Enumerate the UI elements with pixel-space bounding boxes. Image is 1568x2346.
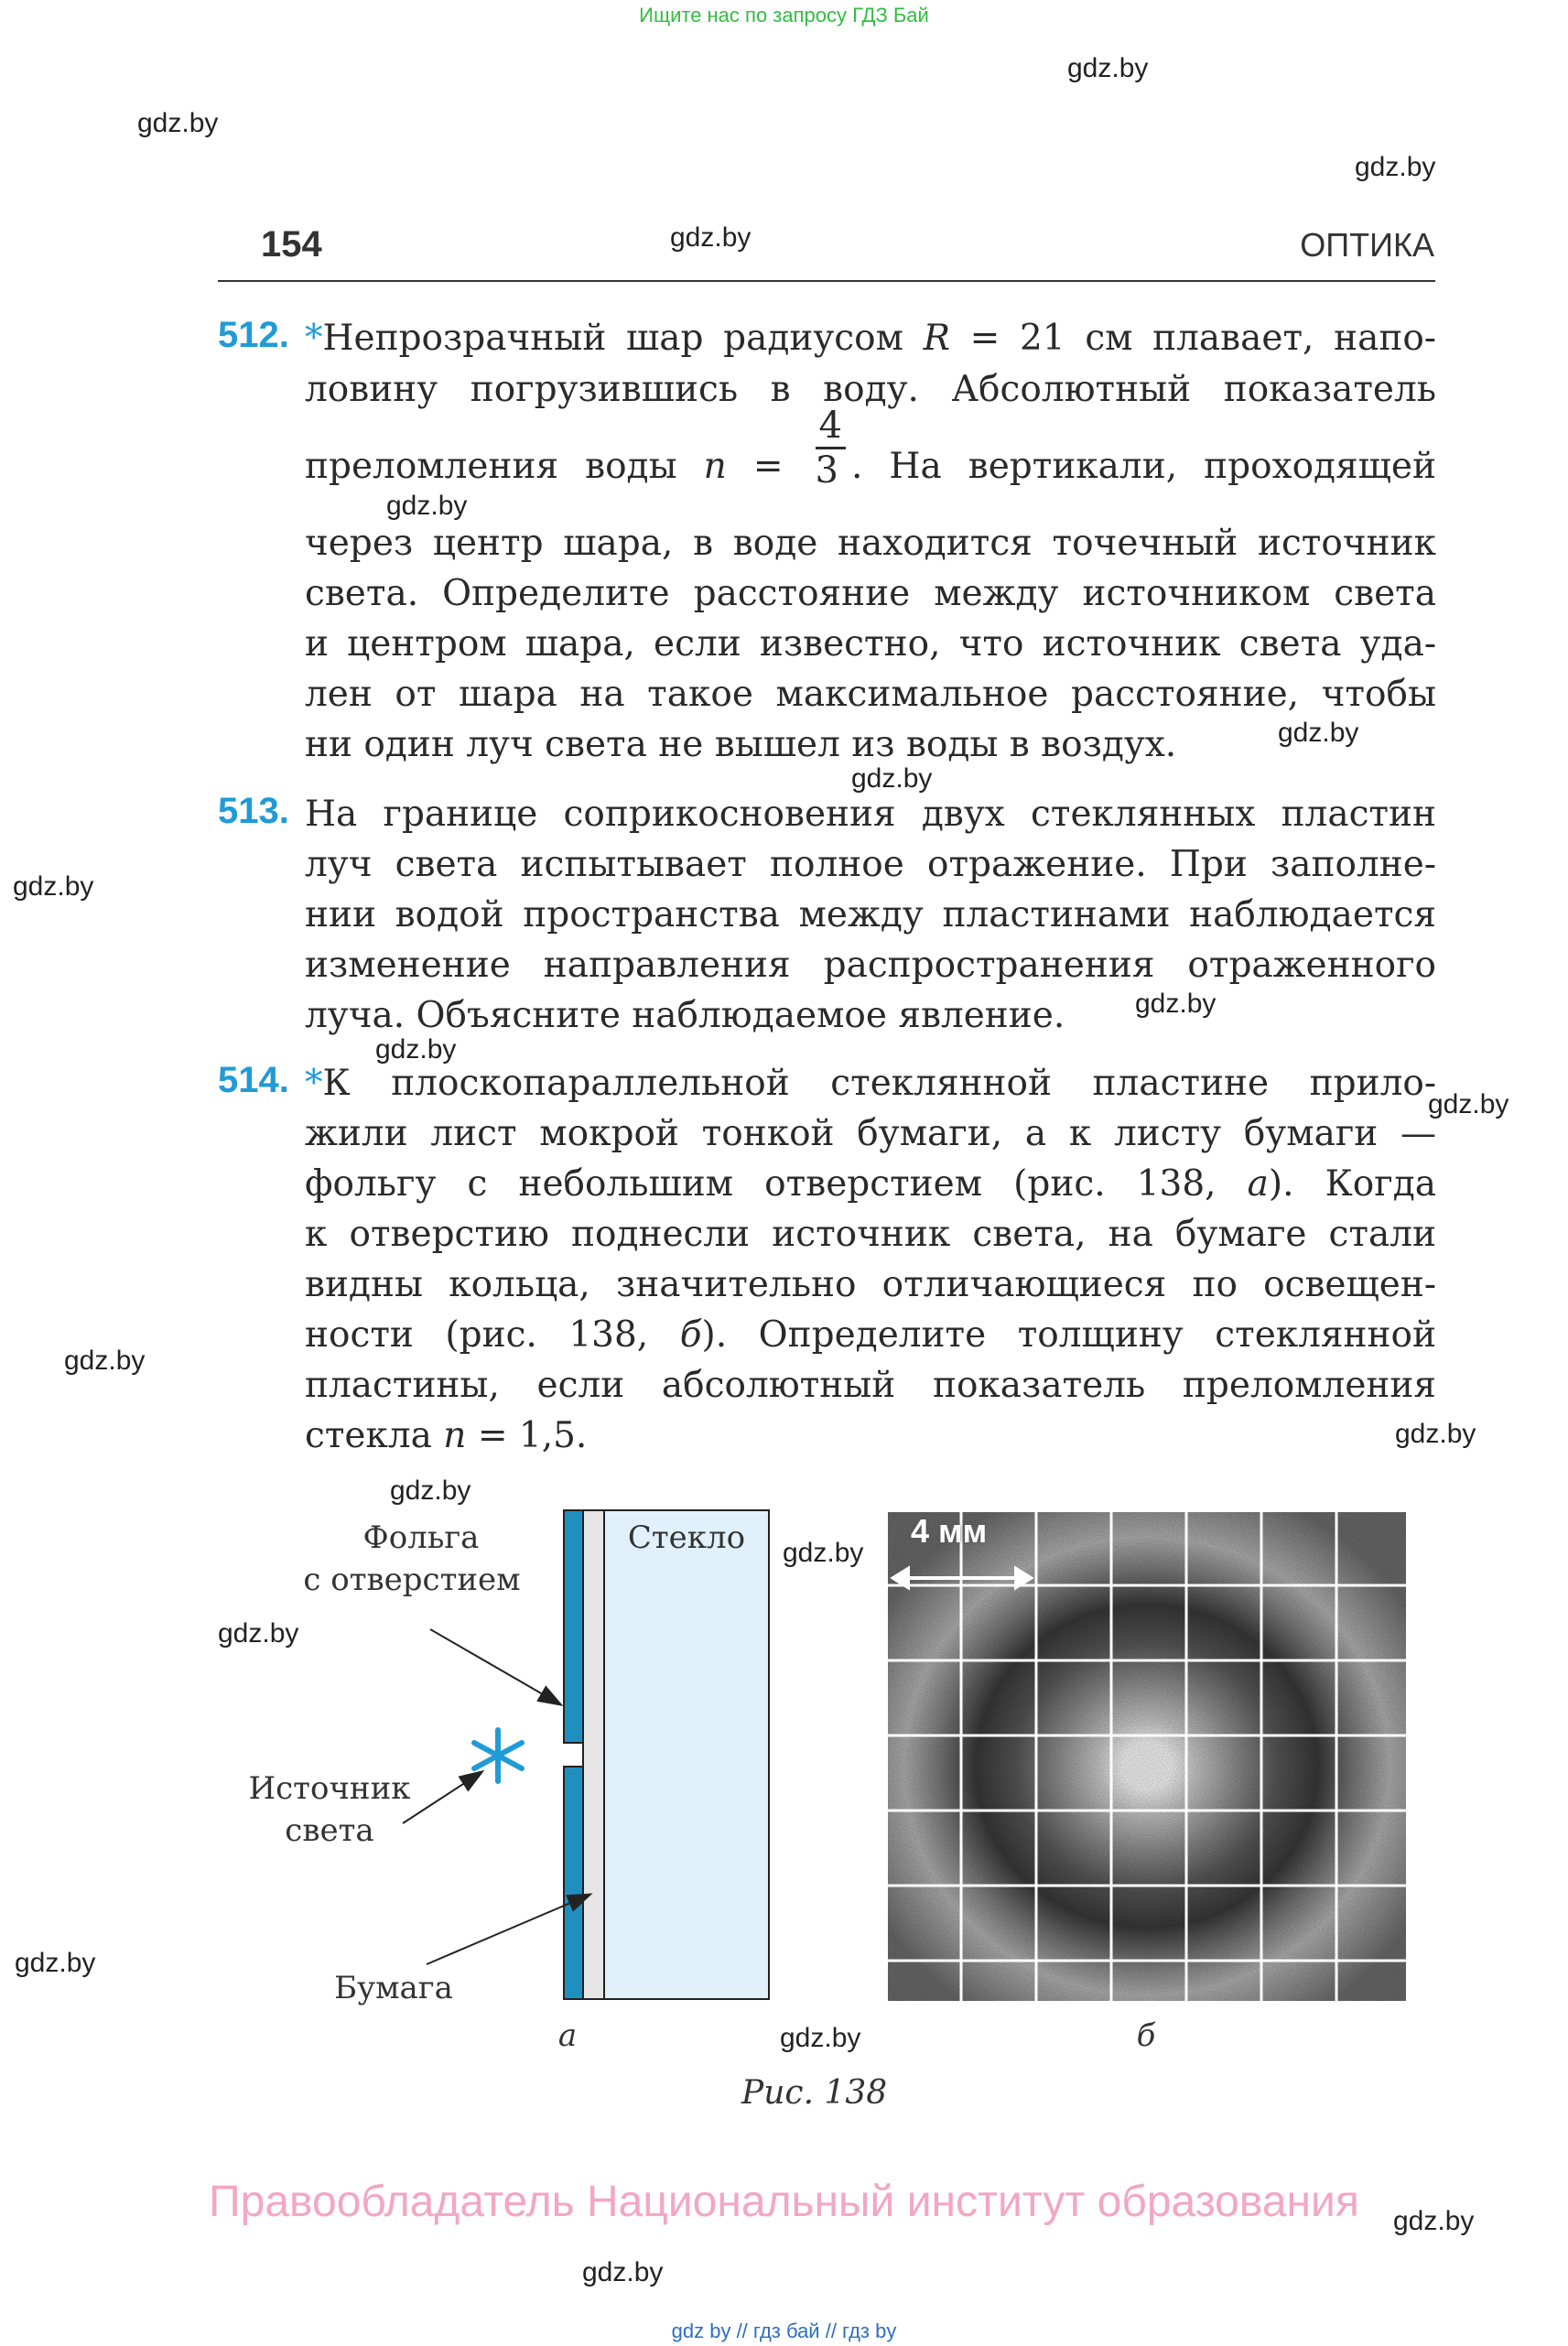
watermark: gdz.by [780, 2023, 861, 2053]
figure-ref-b: б [679, 1314, 702, 1356]
glass-plate [604, 1510, 769, 1999]
text-run: = 1,5. [466, 1415, 588, 1456]
problem-514-number: 514. [218, 1060, 289, 1100]
text-run: К плоскопараллельной стеклянной пластине прило- [322, 1063, 1436, 1104]
watermark: gdz.by [851, 763, 933, 794]
text-run: фольгу с небольшим отверстием (рис. 138, [305, 1163, 1248, 1205]
problem-514-line-1 [305, 1058, 1436, 1109]
page-number: 154 [261, 224, 322, 265]
watermark: gdz.by [137, 108, 219, 138]
problem-512-line-5: света. Определите расстояние между источником света [305, 573, 1436, 614]
watermark: gdz.by [1355, 152, 1436, 182]
text-run: = 21 см плавает, напо- [950, 318, 1436, 359]
text-run: . На вертикали, проходящей [851, 446, 1437, 487]
figure-ref-a: а [1247, 1163, 1269, 1205]
text-run: стекла [305, 1415, 444, 1456]
watermark: gdz.by [1393, 2206, 1475, 2236]
problem-514-line-2: жили лист мокрой тонкой бумаги, а к листу бумаги — [305, 1113, 1436, 1154]
text-run: Непрозрачный шар радиусом [322, 318, 924, 359]
watermark: gdz.by [218, 1618, 299, 1649]
text-run: = [726, 446, 810, 487]
watermark: gdz.by [783, 1538, 864, 1568]
problem-512-number [218, 315, 289, 356]
label-source-line-1: Источник [248, 1770, 411, 1807]
sublabel-a: а [557, 2017, 578, 2054]
text-run: преломления воды [305, 446, 704, 487]
watermark: gdz.by [375, 1034, 457, 1065]
sublabel-b: б [1136, 2017, 1156, 2054]
label-source-line-2: света [285, 1812, 374, 1849]
problem-513-line-5: луча. Объясните наблюдаемое явление. [305, 995, 1065, 1036]
problem-513-number: 513. [218, 791, 289, 831]
copyright-notice: Правообладатель Национальный институт образования [209, 2178, 1359, 2226]
watermark: gdz.by [1395, 1419, 1476, 1449]
variable-n: n [703, 446, 727, 487]
figure-b-photo [888, 1512, 1406, 2001]
problem-512-line-6: и центром шара, если известно, что источник света уда- [305, 623, 1436, 665]
scale-label: 4 мм [911, 1512, 988, 1550]
watermark: gdz.by [15, 1948, 96, 1978]
top-search-hint[interactable]: Ищите нас по запросу ГДЗ Бай [639, 4, 929, 27]
problem-514-line-4: к отверстию поднесли источник света, на бумаге стали [305, 1214, 1436, 1255]
foil-upper [564, 1510, 583, 1743]
label-foil-line-2: с отверстием [303, 1562, 521, 1598]
watermark: gdz.by [390, 1476, 471, 1506]
variable-R: R [923, 318, 951, 359]
watermark: gdz.by [64, 1346, 146, 1376]
problem-513-line-3: нии водой пространства между пластинами наблюдается [305, 894, 1436, 935]
star-mark: * [305, 318, 323, 359]
problem-514-line-6 [305, 1310, 1436, 1361]
problem-512-line-4: через центр шара, в воде находится точечный источник [305, 523, 1436, 564]
problem-514-line-5: видны кольца, значительно отличающиеся по освещен- [305, 1264, 1436, 1305]
problem-513-line-2: луч света испытывает полное отражение. При заполне- [305, 844, 1436, 885]
foil-lower [564, 1767, 583, 1999]
watermark: gdz.by [1428, 1089, 1509, 1119]
problem-512-line-7: лен от шара на такое максимальное расстояние, чтобы [305, 674, 1436, 715]
section-title: ОПТИКА [1300, 226, 1434, 264]
text-run: ). Определите толщину стеклянной [701, 1314, 1436, 1356]
problem-512-line-8: ни один луч света не вышел из воды в воздух. [305, 724, 1177, 765]
watermark: gdz.by [1135, 989, 1217, 1019]
header-divider [218, 280, 1435, 282]
problem-513-line-1: На границе соприкосновения двух стеклянных пластин [305, 794, 1436, 835]
star-mark: * [305, 1063, 323, 1104]
variable-n: n [443, 1415, 467, 1456]
problem-513-line-4: изменение направления распространения отраженного [305, 945, 1436, 986]
fraction-numerator: 4 [816, 405, 846, 449]
light-source-icon [474, 1730, 522, 1781]
watermark: gdz.by [1278, 718, 1359, 748]
problem-number-text: 512. [218, 315, 289, 355]
text-run: ). Когда [1268, 1163, 1436, 1205]
watermark: gdz.by [670, 222, 752, 253]
problem-514-line-7: пластины, если абсолютный показатель преломления [305, 1365, 1436, 1406]
watermark: gdz.by [386, 491, 468, 521]
watermark: gdz.by [582, 2257, 664, 2287]
problem-514-line-3 [305, 1159, 1436, 1210]
paper-layer [583, 1510, 604, 1999]
problem-512-line-2: ловину погрузившись в воду. Абсолютный показатель [305, 369, 1436, 410]
foil-pointer-arrow [430, 1629, 560, 1704]
text-run: ности (рис. 138, [305, 1314, 680, 1356]
footer-links[interactable]: gdz by // гдз бай // гдз by [671, 2319, 897, 2342]
fraction-denominator: 3 [815, 449, 838, 492]
problem-514-line-8 [305, 1411, 1436, 1462]
label-paper: Бумага [334, 1970, 453, 2006]
problem-512-line-1 [305, 313, 1436, 364]
label-glass: Стекло [627, 1519, 746, 1556]
watermark: gdz.by [13, 871, 94, 902]
watermark: gdz.by [1067, 53, 1149, 83]
fraction-4-3 [816, 405, 846, 492]
label-foil-line-1: Фольга [362, 1519, 480, 1556]
problem-512-line-3 [305, 404, 1437, 492]
figure-caption: Рис. 138 [741, 2074, 888, 2112]
